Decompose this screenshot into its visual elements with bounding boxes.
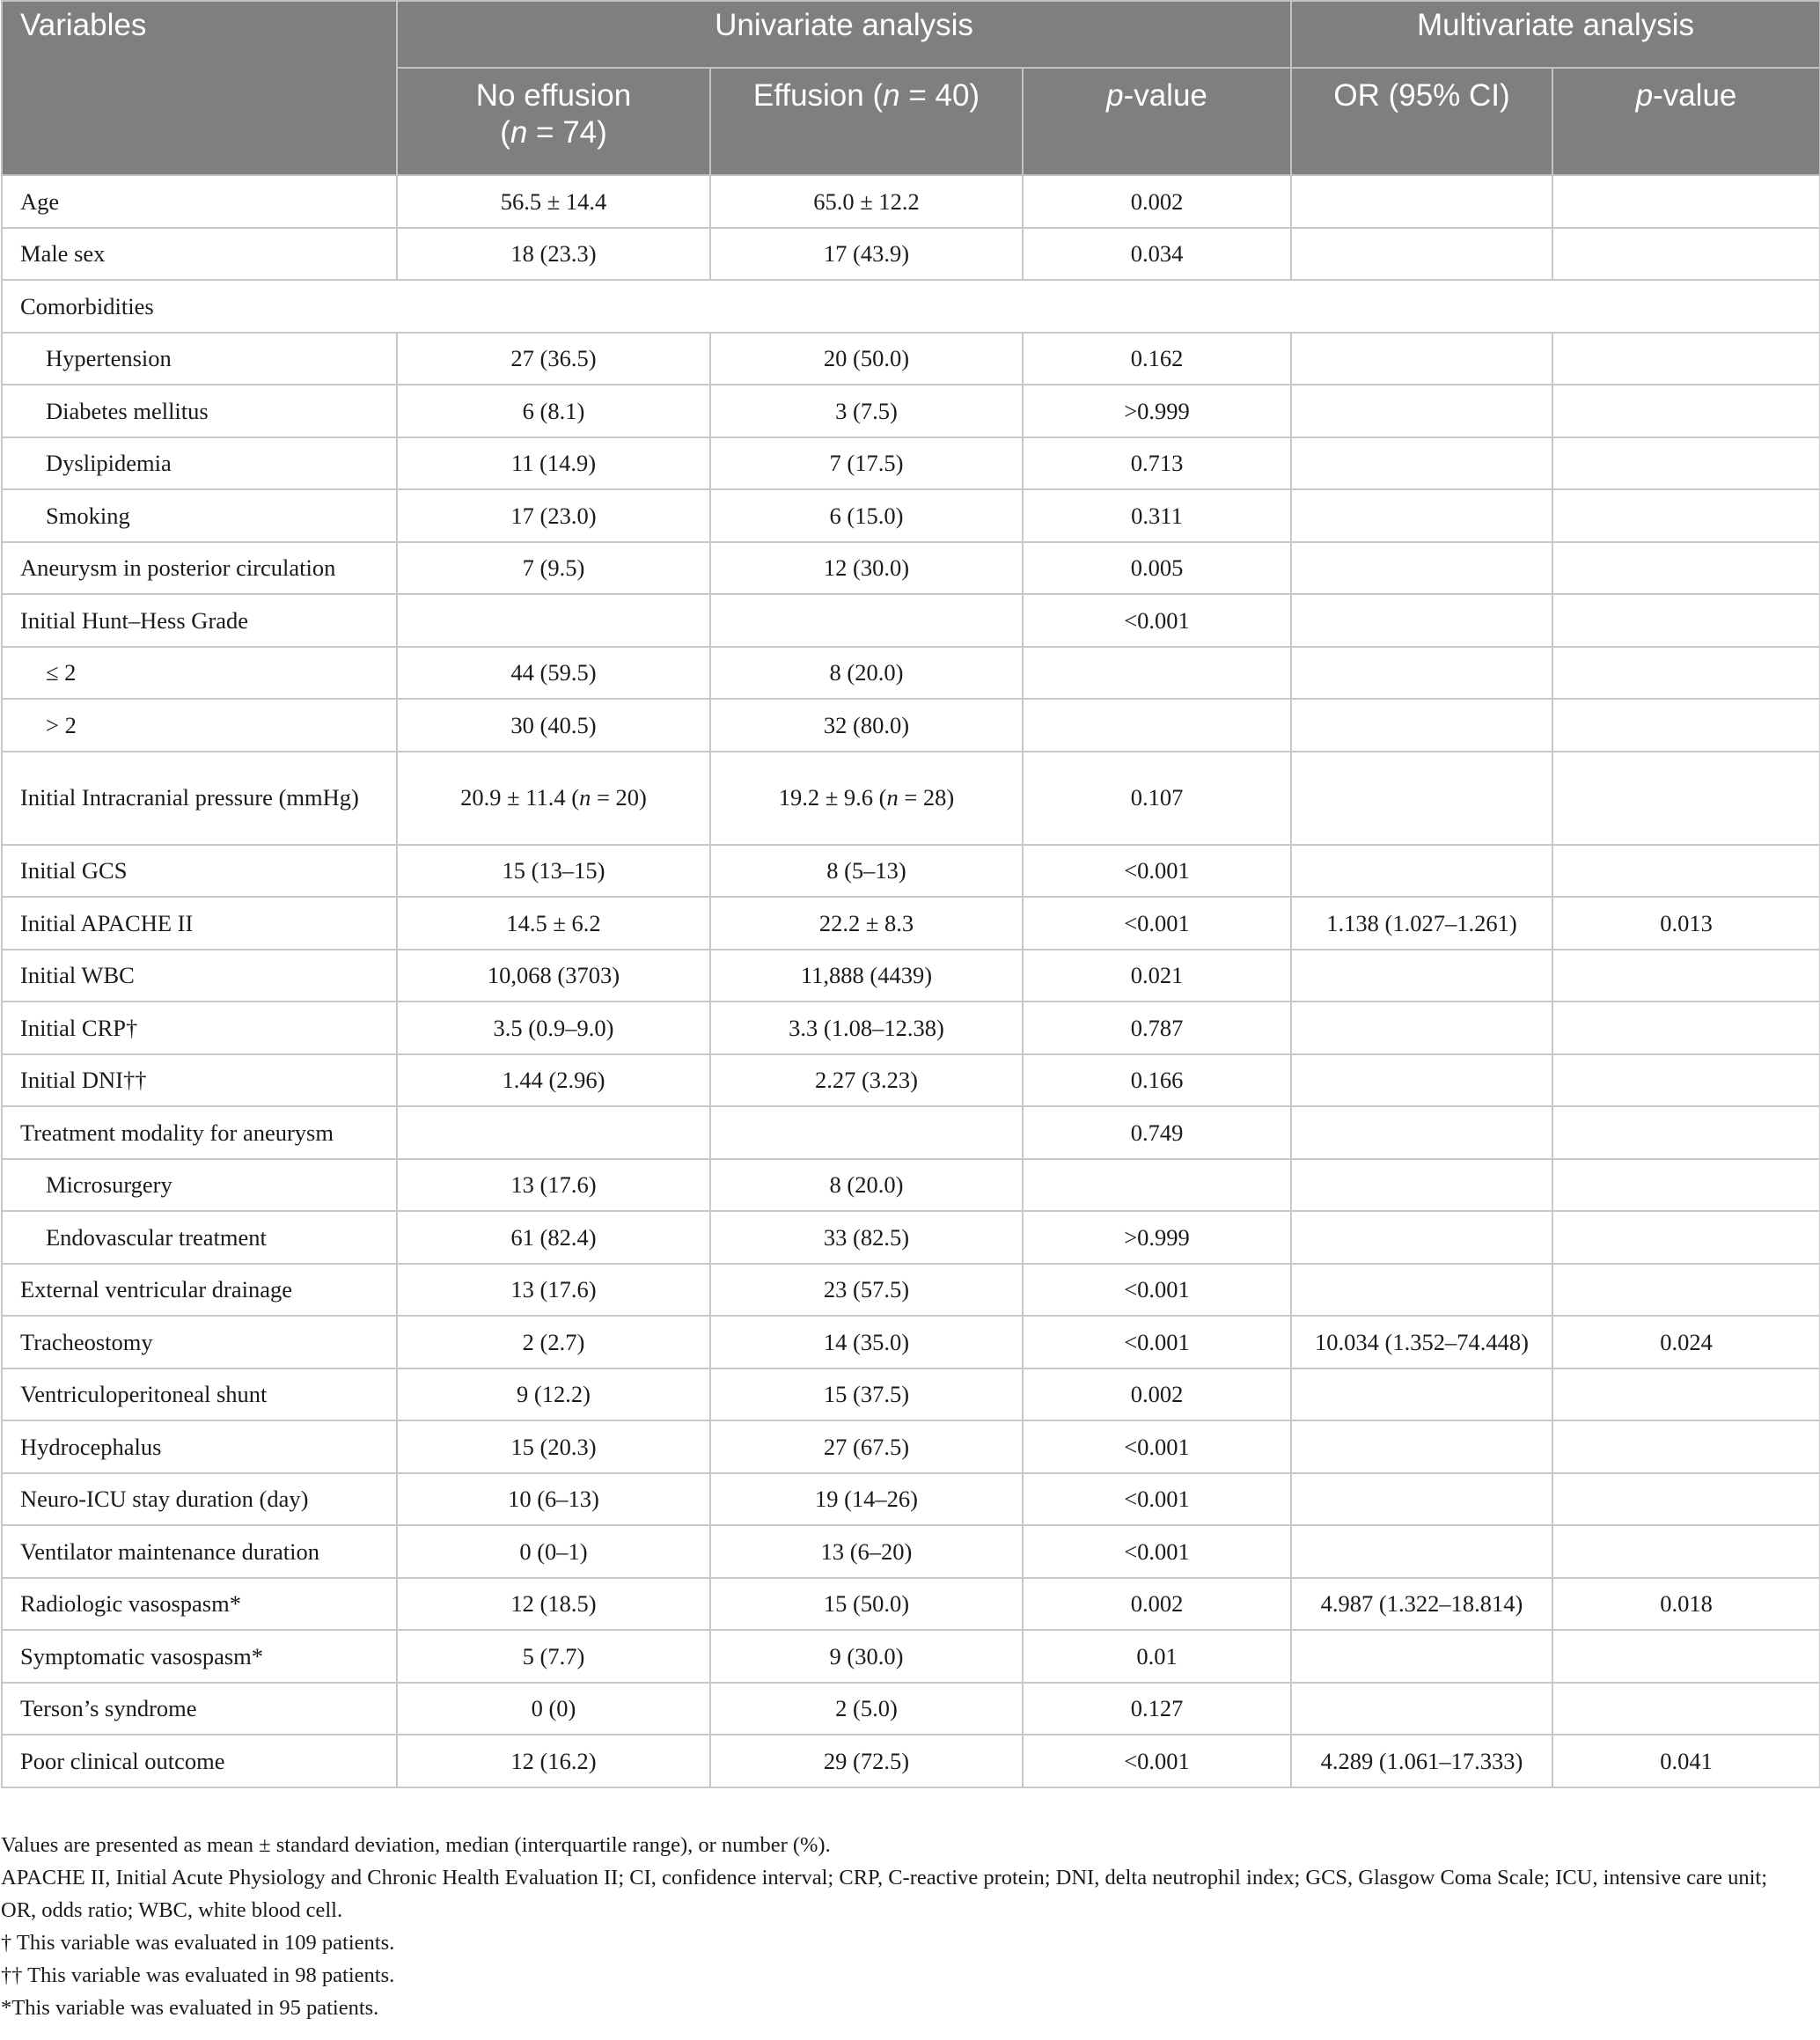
table-row bbox=[2, 385, 1820, 437]
row-label: Symptomatic vasospasm* bbox=[2, 1630, 397, 1683]
table-row bbox=[2, 333, 1820, 385]
row-label: Tracheostomy bbox=[2, 1316, 397, 1369]
cell-no-effusion: 18 (23.3) bbox=[397, 228, 710, 281]
cell-p-value bbox=[1023, 1159, 1291, 1212]
cell-or-ci bbox=[1291, 1473, 1552, 1526]
cell-no-effusion: 30 (40.5) bbox=[397, 699, 710, 752]
cell-p-value-multi: 0.013 bbox=[1552, 897, 1820, 950]
cell-p-value: 0.002 bbox=[1023, 1369, 1291, 1421]
row-label: Initial Intracranial pressure (mmHg) bbox=[2, 752, 397, 845]
cell-effusion: 12 (30.0) bbox=[710, 542, 1023, 595]
cell-no-effusion: 5 (7.7) bbox=[397, 1630, 710, 1683]
table-row bbox=[2, 489, 1820, 542]
cell-or-ci bbox=[1291, 175, 1552, 228]
cell-no-effusion: 0 (0) bbox=[397, 1683, 710, 1735]
cell-effusion: 22.2 ± 8.3 bbox=[710, 897, 1023, 950]
table-row bbox=[2, 1159, 1820, 1212]
cell-or-ci bbox=[1291, 752, 1552, 845]
cell-p-value: >0.999 bbox=[1023, 1211, 1291, 1264]
cell-or-ci bbox=[1291, 1159, 1552, 1212]
footnote: *This variable was evaluated in 95 patients. bbox=[1, 1996, 379, 2020]
cell-effusion: 65.0 ± 12.2 bbox=[710, 175, 1023, 228]
table-row bbox=[2, 1264, 1820, 1317]
cell-no-effusion: 17 (23.0) bbox=[397, 489, 710, 542]
cell-p-value bbox=[1023, 699, 1291, 752]
cell-or-ci bbox=[1291, 699, 1552, 752]
cell-p-value bbox=[1023, 647, 1291, 700]
cell-p-value-multi bbox=[1552, 1420, 1820, 1473]
footnote: †† This variable was evaluated in 98 patients. bbox=[1, 1963, 395, 1987]
cell-or-ci bbox=[1291, 542, 1552, 595]
cell-no-effusion: 7 (9.5) bbox=[397, 542, 710, 595]
cell-no-effusion: 12 (16.2) bbox=[397, 1735, 710, 1787]
cell-effusion: 20 (50.0) bbox=[710, 333, 1023, 385]
cell-or-ci: 1.138 (1.027–1.261) bbox=[1291, 897, 1552, 950]
table-row bbox=[2, 228, 1820, 281]
cell-effusion: 19.2 ± 9.6 (n = 28) bbox=[710, 752, 1023, 845]
cell-no-effusion: 3.5 (0.9–9.0) bbox=[397, 1002, 710, 1054]
row-label: Endovascular treatment bbox=[2, 1211, 397, 1264]
cell-no-effusion bbox=[397, 1106, 710, 1159]
table-row bbox=[2, 437, 1820, 490]
cell-p-value-multi bbox=[1552, 542, 1820, 595]
cell-no-effusion: 11 (14.9) bbox=[397, 437, 710, 490]
cell-or-ci bbox=[1291, 647, 1552, 700]
cell-or-ci bbox=[1291, 489, 1552, 542]
cell-p-value-multi bbox=[1552, 1525, 1820, 1578]
header-effusion: Effusion (n = 40) bbox=[710, 68, 1023, 175]
cell-no-effusion: 13 (17.6) bbox=[397, 1264, 710, 1317]
footnote: † This variable was evaluated in 109 patients. bbox=[1, 1931, 395, 1955]
cell-p-value: 0.162 bbox=[1023, 333, 1291, 385]
cell-effusion: 32 (80.0) bbox=[710, 699, 1023, 752]
cell-no-effusion: 0 (0–1) bbox=[397, 1525, 710, 1578]
cell-p-value-multi: 0.024 bbox=[1552, 1316, 1820, 1369]
table-row bbox=[2, 1420, 1820, 1473]
row-label: > 2 bbox=[2, 699, 397, 752]
table-row bbox=[2, 594, 1820, 647]
cell-or-ci bbox=[1291, 950, 1552, 1002]
cell-effusion: 19 (14–26) bbox=[710, 1473, 1023, 1526]
cell-no-effusion: 56.5 ± 14.4 bbox=[397, 175, 710, 228]
cell-effusion: 23 (57.5) bbox=[710, 1264, 1023, 1317]
cell-p-value: 0.002 bbox=[1023, 175, 1291, 228]
row-label: ≤ 2 bbox=[2, 647, 397, 700]
table-row bbox=[2, 1002, 1820, 1054]
row-label: Microsurgery bbox=[2, 1159, 397, 1212]
row-label: Initial WBC bbox=[2, 950, 397, 1002]
cell-p-value-multi bbox=[1552, 1473, 1820, 1526]
table-row bbox=[2, 542, 1820, 595]
cell-p-value: 0.713 bbox=[1023, 437, 1291, 490]
cell-effusion: 11,888 (4439) bbox=[710, 950, 1023, 1002]
footnote: APACHE II, Initial Acute Physiology and Chronic Health Evaluation II; CI, confidence interval; CRP, C-reactive protein; DNI, delta neutrophil index; GCS, Glasgow Coma Scale; ICU, intensive care unit; OR, odds ratio; WBC, white blood cell. bbox=[1, 1866, 1768, 1922]
header-no-effusion: No effusion (n = 74) bbox=[397, 68, 710, 175]
cell-p-value: 0.002 bbox=[1023, 1578, 1291, 1631]
table-header bbox=[2, 1, 1820, 175]
cell-or-ci bbox=[1291, 1683, 1552, 1735]
row-label: Initial CRP† bbox=[2, 1002, 397, 1054]
cell-no-effusion: 2 (2.7) bbox=[397, 1316, 710, 1369]
cell-or-ci bbox=[1291, 1630, 1552, 1683]
cell-p-value-multi bbox=[1552, 1159, 1820, 1212]
cell-no-effusion: 1.44 (2.96) bbox=[397, 1054, 710, 1107]
cell-effusion: 17 (43.9) bbox=[710, 228, 1023, 281]
cell-p-value-multi bbox=[1552, 1264, 1820, 1317]
row-label: Hypertension bbox=[2, 333, 397, 385]
cell-p-value-multi bbox=[1552, 1002, 1820, 1054]
header-or-ci: OR (95% CI) bbox=[1291, 68, 1552, 175]
cell-p-value: <0.001 bbox=[1023, 897, 1291, 950]
cell-p-value-multi: 0.018 bbox=[1552, 1578, 1820, 1631]
row-label: Radiologic vasospasm* bbox=[2, 1578, 397, 1631]
cell-p-value-multi bbox=[1552, 1054, 1820, 1107]
cell-effusion bbox=[710, 594, 1023, 647]
cell-p-value: <0.001 bbox=[1023, 1316, 1291, 1369]
cell-no-effusion: 27 (36.5) bbox=[397, 333, 710, 385]
row-label: Aneurysm in posterior circulation bbox=[2, 542, 397, 595]
cell-effusion: 8 (20.0) bbox=[710, 1159, 1023, 1212]
cell-p-value: <0.001 bbox=[1023, 1420, 1291, 1473]
cell-p-value-multi bbox=[1552, 699, 1820, 752]
cell-no-effusion: 61 (82.4) bbox=[397, 1211, 710, 1264]
row-label: Poor clinical outcome bbox=[2, 1735, 397, 1787]
cell-p-value: <0.001 bbox=[1023, 1473, 1291, 1526]
cell-or-ci bbox=[1291, 1106, 1552, 1159]
row-label: Neuro-ICU stay duration (day) bbox=[2, 1473, 397, 1526]
table-row bbox=[2, 647, 1820, 700]
cell-p-value: <0.001 bbox=[1023, 845, 1291, 898]
header-p-value: p-value bbox=[1023, 68, 1291, 175]
cell-p-value: 0.034 bbox=[1023, 228, 1291, 281]
cell-no-effusion: 14.5 ± 6.2 bbox=[397, 897, 710, 950]
cell-p-value: <0.001 bbox=[1023, 1264, 1291, 1317]
cell-p-value-multi bbox=[1552, 385, 1820, 437]
cell-p-value: 0.021 bbox=[1023, 950, 1291, 1002]
cell-effusion: 15 (50.0) bbox=[710, 1578, 1023, 1631]
cell-no-effusion bbox=[397, 594, 710, 647]
table-footnotes bbox=[1, 1829, 1805, 2024]
cell-p-value-multi bbox=[1552, 333, 1820, 385]
cell-or-ci: 4.289 (1.061–17.333) bbox=[1291, 1735, 1552, 1787]
cell-no-effusion: 12 (18.5) bbox=[397, 1578, 710, 1631]
table-row bbox=[2, 897, 1820, 950]
cell-effusion: 29 (72.5) bbox=[710, 1735, 1023, 1787]
cell-effusion: 15 (37.5) bbox=[710, 1369, 1023, 1421]
cell-or-ci bbox=[1291, 437, 1552, 490]
row-label: Age bbox=[2, 175, 397, 228]
row-label: Initial GCS bbox=[2, 845, 397, 898]
table-row bbox=[2, 1211, 1820, 1264]
row-label: Male sex bbox=[2, 228, 397, 281]
cell-effusion: 27 (67.5) bbox=[710, 1420, 1023, 1473]
table-row bbox=[2, 1525, 1820, 1578]
table-row bbox=[2, 699, 1820, 752]
table-row bbox=[2, 845, 1820, 898]
cell-p-value-multi bbox=[1552, 489, 1820, 542]
cell-p-value-multi bbox=[1552, 1683, 1820, 1735]
row-label: Treatment modality for aneurysm bbox=[2, 1106, 397, 1159]
cell-p-value-multi bbox=[1552, 950, 1820, 1002]
row-label: Comorbidities bbox=[2, 280, 1820, 333]
cell-p-value: 0.107 bbox=[1023, 752, 1291, 845]
cell-p-value: 0.787 bbox=[1023, 1002, 1291, 1054]
cell-effusion: 7 (17.5) bbox=[710, 437, 1023, 490]
row-label: Initial APACHE II bbox=[2, 897, 397, 950]
cell-p-value-multi bbox=[1552, 437, 1820, 490]
row-label: Initial DNI†† bbox=[2, 1054, 397, 1107]
cell-p-value: 0.749 bbox=[1023, 1106, 1291, 1159]
cell-effusion: 8 (20.0) bbox=[710, 647, 1023, 700]
row-label: Dyslipidemia bbox=[2, 437, 397, 490]
table-row bbox=[2, 1316, 1820, 1369]
row-label: Hydrocephalus bbox=[2, 1420, 397, 1473]
table-row bbox=[2, 1578, 1820, 1631]
cell-effusion: 2.27 (3.23) bbox=[710, 1054, 1023, 1107]
table-row bbox=[2, 1473, 1820, 1526]
cell-p-value-multi bbox=[1552, 1106, 1820, 1159]
table-row bbox=[2, 1735, 1820, 1787]
row-label: Terson’s syndrome bbox=[2, 1683, 397, 1735]
cell-p-value: <0.001 bbox=[1023, 594, 1291, 647]
table-body bbox=[2, 175, 1820, 1787]
cell-p-value-multi bbox=[1552, 1211, 1820, 1264]
cell-p-value-multi: 0.041 bbox=[1552, 1735, 1820, 1787]
cell-p-value: >0.999 bbox=[1023, 385, 1291, 437]
header-p-value-multi: p-value bbox=[1552, 68, 1820, 175]
table-row bbox=[2, 950, 1820, 1002]
cell-p-value-multi bbox=[1552, 752, 1820, 845]
cell-effusion: 2 (5.0) bbox=[710, 1683, 1023, 1735]
cell-no-effusion: 13 (17.6) bbox=[397, 1159, 710, 1212]
cell-no-effusion: 15 (13–15) bbox=[397, 845, 710, 898]
cell-or-ci bbox=[1291, 1369, 1552, 1421]
cell-p-value: 0.01 bbox=[1023, 1630, 1291, 1683]
cell-effusion: 8 (5–13) bbox=[710, 845, 1023, 898]
table-row bbox=[2, 280, 1820, 333]
footnote: Values are presented as mean ± standard deviation, median (interquartile range), or number (%). bbox=[1, 1833, 831, 1857]
cell-p-value-multi bbox=[1552, 594, 1820, 647]
table-row bbox=[2, 1106, 1820, 1159]
cell-effusion: 3.3 (1.08–12.38) bbox=[710, 1002, 1023, 1054]
cell-or-ci bbox=[1291, 845, 1552, 898]
cell-effusion: 6 (15.0) bbox=[710, 489, 1023, 542]
cell-no-effusion: 10 (6–13) bbox=[397, 1473, 710, 1526]
cell-p-value-multi bbox=[1552, 228, 1820, 281]
cell-p-value: 0.166 bbox=[1023, 1054, 1291, 1107]
cell-no-effusion: 9 (12.2) bbox=[397, 1369, 710, 1421]
results-table bbox=[1, 0, 1820, 1788]
cell-or-ci bbox=[1291, 228, 1552, 281]
table-row bbox=[2, 175, 1820, 228]
table-row bbox=[2, 1054, 1820, 1107]
header-univariate: Univariate analysis bbox=[397, 1, 1291, 68]
row-label: Initial Hunt–Hess Grade bbox=[2, 594, 397, 647]
table-row bbox=[2, 1683, 1820, 1735]
cell-effusion: 33 (82.5) bbox=[710, 1211, 1023, 1264]
cell-or-ci: 10.034 (1.352–74.448) bbox=[1291, 1316, 1552, 1369]
cell-effusion: 9 (30.0) bbox=[710, 1630, 1023, 1683]
cell-no-effusion: 15 (20.3) bbox=[397, 1420, 710, 1473]
row-label: Smoking bbox=[2, 489, 397, 542]
cell-p-value: 0.127 bbox=[1023, 1683, 1291, 1735]
cell-effusion: 13 (6–20) bbox=[710, 1525, 1023, 1578]
cell-or-ci: 4.987 (1.322–18.814) bbox=[1291, 1578, 1552, 1631]
cell-or-ci bbox=[1291, 1264, 1552, 1317]
table-row bbox=[2, 1369, 1820, 1421]
cell-p-value-multi bbox=[1552, 1630, 1820, 1683]
cell-or-ci bbox=[1291, 1525, 1552, 1578]
cell-effusion: 14 (35.0) bbox=[710, 1316, 1023, 1369]
cell-effusion: 3 (7.5) bbox=[710, 385, 1023, 437]
row-label: Ventilator maintenance duration bbox=[2, 1525, 397, 1578]
table-row bbox=[2, 1630, 1820, 1683]
cell-p-value-multi bbox=[1552, 1369, 1820, 1421]
cell-no-effusion: 6 (8.1) bbox=[397, 385, 710, 437]
cell-or-ci bbox=[1291, 1002, 1552, 1054]
cell-p-value: <0.001 bbox=[1023, 1525, 1291, 1578]
cell-p-value: <0.001 bbox=[1023, 1735, 1291, 1787]
cell-or-ci bbox=[1291, 1420, 1552, 1473]
cell-p-value: 0.311 bbox=[1023, 489, 1291, 542]
header-variables: Variables bbox=[2, 1, 397, 175]
row-label: Ventriculoperitoneal shunt bbox=[2, 1369, 397, 1421]
table-row bbox=[2, 752, 1820, 845]
cell-p-value-multi bbox=[1552, 845, 1820, 898]
cell-p-value-multi bbox=[1552, 175, 1820, 228]
cell-or-ci bbox=[1291, 1054, 1552, 1107]
cell-p-value: 0.005 bbox=[1023, 542, 1291, 595]
cell-or-ci bbox=[1291, 333, 1552, 385]
row-label: Diabetes mellitus bbox=[2, 385, 397, 437]
cell-no-effusion: 10,068 (3703) bbox=[397, 950, 710, 1002]
header-multivariate: Multivariate analysis bbox=[1291, 1, 1820, 68]
cell-or-ci bbox=[1291, 594, 1552, 647]
row-label: External ventricular drainage bbox=[2, 1264, 397, 1317]
cell-or-ci bbox=[1291, 1211, 1552, 1264]
cell-no-effusion: 44 (59.5) bbox=[397, 647, 710, 700]
cell-p-value-multi bbox=[1552, 647, 1820, 700]
cell-no-effusion: 20.9 ± 11.4 (n = 20) bbox=[397, 752, 710, 845]
cell-effusion bbox=[710, 1106, 1023, 1159]
cell-or-ci bbox=[1291, 385, 1552, 437]
